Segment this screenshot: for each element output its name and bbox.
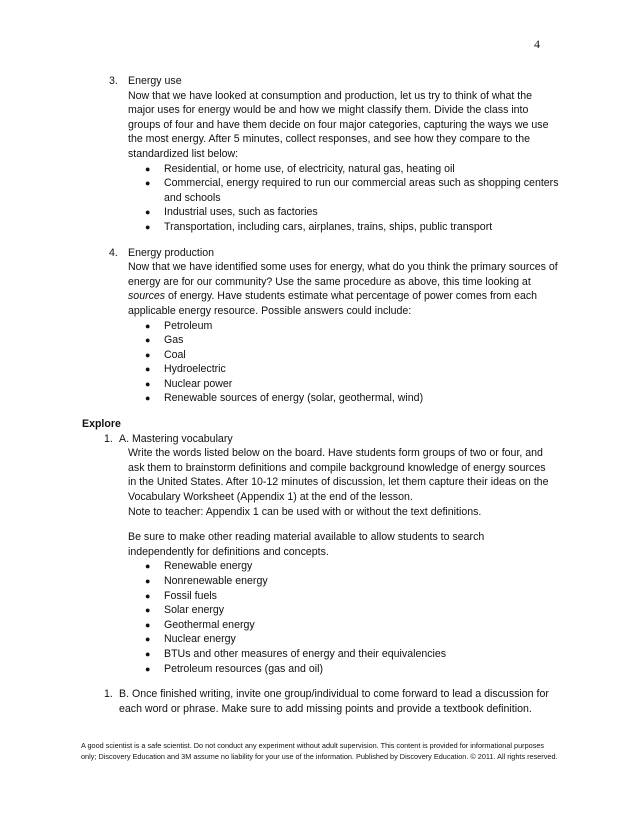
emphasis: sources [128,290,166,303]
bullet-icon: ● [145,648,151,659]
explore-part-b [104,687,553,716]
bullet-icon: ● [145,207,151,218]
section-title: Energy use [128,75,182,87]
list-item: ● Renewable energy [145,560,253,573]
bullet-icon: ● [145,364,151,375]
list-item: ● Renewable sources of energy (solar, geothermal, wind) [145,392,424,405]
item-number: 1. [104,688,113,701]
part-a-body-2: Be sure to make other reading material available to allow students to search independently for definitions and concepts. [128,531,485,558]
bullet-icon: ● [145,335,151,346]
list-item: ● Solar energy [145,604,225,617]
section-energy-production [109,246,560,407]
bullet-icon: ● [145,378,151,389]
bullet-icon: ● [145,576,151,586]
bullet-icon: ● [145,663,151,674]
list-item: ● Geothermal energy [145,618,255,631]
bullet-icon: ● [145,349,151,360]
section-body: Now that we have identified some uses for energy, what do you think the primary sources of energy are for our community? Use the same procedure as above, this time looking at sources of energy. Have students estimate what percentage of power comes from each applicable energy resource. Possible answers could include: [128,261,558,317]
list-item: ● Nonrenewable energy [145,575,268,587]
list-item: ● Nuclear power [145,377,233,390]
list-item: ● Industrial uses, such as factories [145,206,318,219]
list-item: ● Petroleum [145,319,213,332]
teacher-note: Note to teacher: Appendix 1 can be used with or without the text definitions. [128,505,482,518]
bullet-icon: ● [145,634,151,645]
energy-use-list [128,162,560,235]
section-title: Energy production [128,246,214,259]
bullet-icon: ● [145,320,151,331]
list-item: ● Nuclear energy [145,633,236,646]
list-item: ● Commercial, energy required to run our commercial areas such as shopping centers and schools [145,177,559,204]
bullet-icon: ● [145,590,151,601]
explore-heading: Explore [82,418,121,431]
page-number: 4 [534,37,540,51]
bullet-icon: ● [145,619,151,630]
section-body: Now that we have looked at consumption and production, let us try to think of what the major uses for energy would be and how we might classify them. Divide the class into groups of four and have them decide on four major categories, capturing the ways we use the most energy. After 5 minutes, collect responses, and see how they compare to the standardized list below: [128,89,549,160]
footer-disclaimer: A good scientist is a safe scientist. Do not conduct any experiment without adult supervision. This content is provided for informational purposes only; Discovery Education and 3M assume no liability for your use of the information. Published by Discovery Education. © 2011. All rights reserved. [81,741,558,761]
list-item: ● Hydroelectric [145,363,226,376]
section-energy-use [109,74,560,235]
item-number: 1. [104,432,113,445]
list-item: ● Transportation, including cars, airplanes, trains, ships, public transport [145,220,493,233]
list-item: ● Coal [145,348,186,361]
section-number: 4. [109,246,118,259]
document-body [0,74,638,716]
vocabulary-list [128,559,553,676]
list-item: ● Gas [145,334,184,347]
bullet-icon: ● [145,605,151,616]
part-b-body: B. Once finished writing, invite one group/individual to come forward to lead a discussion for each word or phrase. Make sure to add missing points and provide a textbook definition. [119,688,549,715]
bullet-icon: ● [145,221,151,232]
explore-part-a [104,432,553,677]
section-number: 3. [109,75,118,87]
energy-sources-list [128,319,560,407]
bullet-icon: ● [145,178,151,189]
bullet-icon: ● [145,393,151,404]
bullet-icon: ● [145,163,151,174]
list-item: ● BTUs and other measures of energy and their equivalencies [145,647,447,660]
bullet-icon: ● [145,561,151,572]
list-item: ● Fossil fuels [145,589,217,602]
list-item: ● Residential, or home use, of electricity, natural gas, heating oil [145,162,455,175]
list-item: ● Petroleum resources (gas and oil) [145,662,323,675]
part-a-body: Write the words listed below on the board. Have students form groups of two or four, and ask them to brainstorm definitions and compile background knowledge of energy sources in the United States. After 10-12 minutes of discussion, let them capture their ideas on the Vocabulary Worksheet (Appendix 1) at the end of the lesson. [128,447,549,504]
part-a-title: A. Mastering vocabulary [119,432,233,445]
